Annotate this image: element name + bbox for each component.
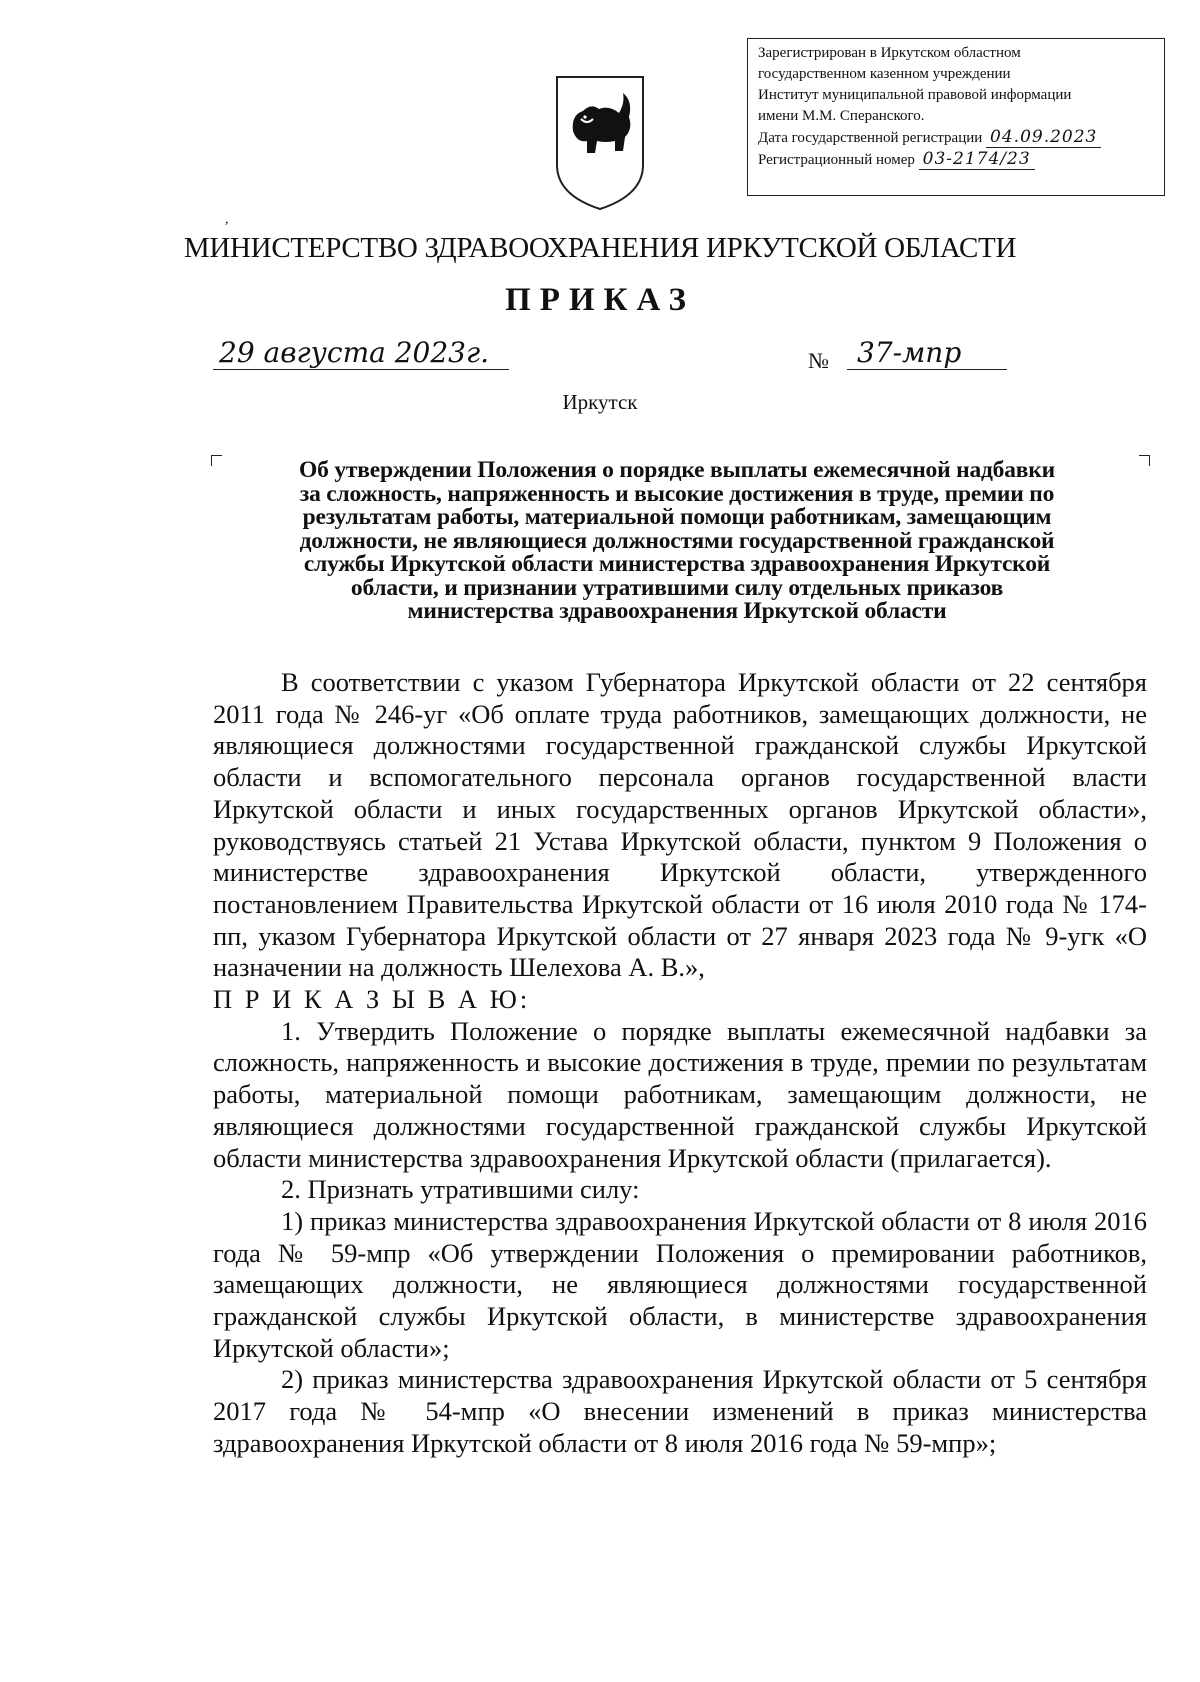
registration-line-2: государственном казенном учреждении [758,66,1011,82]
preamble-paragraph: В соответствии с указом Губернатора Иркутской области от 22 сентября 2011 года № 246-уг «Об оплате труда работников, замещающих должности, не являющиеся должностями государственной гражданской службы Иркутской области и вспомогательного персонала органов государственной власти Иркутской области и иных государственных органов Иркутской области», руководствуясь статьей 21 Устава Иркутской области, пунктом 9 Положения о министерстве здравоохранения Иркутской области, утвержденного постановлением Правительства Иркутской области от 16 июля 2010 года № 174-пп, указом Губернатора Иркутской области от 27 января 2023 года № 9-угк «О назначении на должность Шелехова А. В.», [213,667,1147,983]
title-line-1: Об утверждении Положения о порядке выплаты ежемесячной надбавки [299,457,1055,483]
title-line-6: области, и признании утратившими силу отдельных приказов [350,574,1004,601]
item-2-2-paragraph: 2) приказ министерства здравоохранения Иркутской области от 5 сентября 2017 года № 54-мпр «О внесении изменений в приказ министерства здравоохранения Иркутской области от 8 июля 2016 года № 59-мпр»; [213,1364,1147,1458]
order-title [214,459,1140,624]
order-directive-word: П Р И К А З Ы В А Ю: [213,984,531,1015]
registration-date-row [758,127,1154,149]
title-corner-right [1139,455,1150,466]
item-2-paragraph: 2. Признать утратившими силу: [281,1174,640,1205]
registration-number-value: 03-2174/23 [919,149,1035,170]
registration-number-row [758,149,1154,171]
coat-of-arms-emblem [553,73,647,213]
order-body [213,667,1147,1460]
registration-date-label: Дата государственной регистрации [758,130,983,146]
city-name: Иркутск [562,390,638,414]
order-number-handwritten: 37-мпр [847,336,1007,370]
title-line-4: должности, не являющиеся должностями государственной гражданской [299,527,1055,554]
title-line-2: за сложность, напряженность и высокие достижения в труде, премии по [299,480,1055,507]
ministry-name: МИНИСТЕРСТВО ЗДРАВООХРАНЕНИЯ ИРКУТСКОЙ ОБЛАСТИ [183,232,1017,264]
registration-stamp [747,38,1165,196]
order-number-label: № [808,348,829,373]
order-date-handwritten: 29 августа 2023г. [213,336,509,370]
item-2-1-paragraph: 1) приказ министерства здравоохранения Иркутской области от 8 июля 2016 года № 59-мпр «Об утверждении Положения о премировании работников, замещающих должности, не являющиеся должностями государственной гражданской службы Иркутской области, в министерстве здравоохранения Иркутской области»; [213,1205,1147,1363]
registration-line-3: Институт муниципальной правовой информации [758,87,1072,103]
item-1-paragraph: 1. Утвердить Положение о порядке выплаты ежемесячной надбавки за сложность, напряженность и высокие достижения в труде, премии по результатам работы, материальной помощи работникам, замещающим должности, не являющиеся должностями государственной гражданской службы Иркутской области министерства здравоохранения Иркутской области (прилагается). [213,1015,1147,1173]
tick-mark: , [225,212,229,227]
registration-date-value: 04.09.2023 [986,127,1101,148]
registration-line-4: имени М.М. Сперанского. [758,108,925,124]
title-line-3: результатам работы, материальной помощи работникам, замещающим [302,504,1052,530]
registration-number-label: Регистрационный номер [758,152,915,168]
document-type-heading: ПРИКАЗ [505,282,695,318]
registration-line-1: Зарегистрирован в Иркутском областном [758,45,1021,61]
title-line-5: службы Иркутской области министерства здравоохранения Иркутской [303,551,1051,577]
title-line-7: министерства здравоохранения Иркутской области [407,598,947,624]
